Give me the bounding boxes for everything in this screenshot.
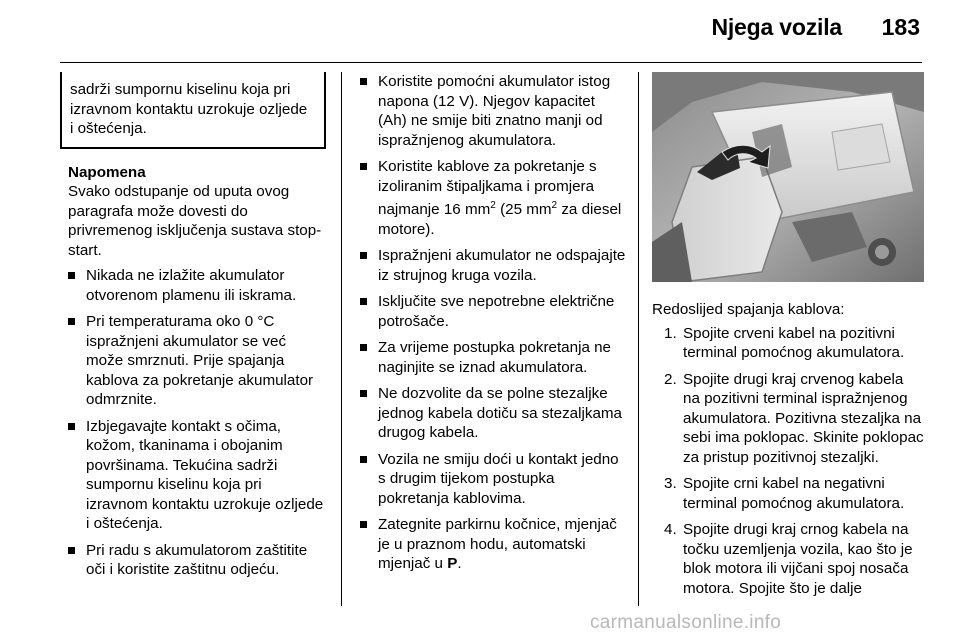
step-text: Spojite crveni kabel na pozitivni terminal pomoćnog akumulatora. [683, 324, 905, 361]
bullet-list [356, 72, 626, 574]
list-item-text: (25 mm [495, 201, 552, 219]
steps-list [652, 324, 924, 599]
column-right [652, 72, 924, 605]
list-item-text: Zategnite parkirnu kočnice, mjenjač je u praznom hodu, automatski mjenjač u [378, 516, 617, 573]
header-rule [60, 62, 922, 63]
page-title: Njega vozila [711, 14, 842, 40]
step-number: 2. [664, 370, 677, 388]
step-number: 4. [664, 521, 677, 538]
list-item: Koristite pomoćni akumulator istog napona (12 V). Njegov kapacitet (Ah) ne smije biti znatno manji od ispražnjenog akumulatora. [360, 72, 626, 150]
list-item: Izbjegavajte kontakt s očima, kožom, tkaninama i obojanim površinama. Tekućina sadrži sumpornu kiselinu koja pri izravnom kontaktu uzrokuje ozljede i oštećenja. [68, 417, 326, 534]
list-item: Ne dozvolite da se polne stezaljke jednog kabela dotiču sa stezaljkama drugog kabela. [360, 384, 626, 443]
step-number: 3. [664, 475, 677, 492]
gear-position: P [447, 555, 458, 573]
list-item: Nikada ne izlažite akumulator otvorenom plamenu ili iskrama. [68, 266, 326, 305]
battery-cover-photo [652, 72, 924, 282]
list-item: Vozila ne smiju doći u kontakt jedno s drugim tijekom postupka pokretanja kablovima. [360, 450, 626, 509]
note-title: Napomena [68, 163, 146, 181]
list-item [652, 520, 924, 598]
list-item: Pri radu s akumulatorom zaštitite oči i koristite zaštitnu odjeću. [68, 541, 326, 580]
list-item [360, 157, 626, 239]
list-item: Za vrijeme postupka pokretanja ne naginjite se iznad akumulatora. [360, 338, 626, 377]
column-middle [356, 72, 626, 581]
bullet-list [60, 266, 326, 580]
page-number: 183 [881, 14, 920, 40]
battery-illustration [652, 72, 924, 282]
list-item: Ispražnjeni akumulator ne odspajajte iz strujnog kruga vozila. [360, 246, 626, 285]
watermark: carmanualsonline.info [590, 612, 782, 633]
column-divider [638, 72, 639, 606]
step-number: 1. [664, 324, 677, 342]
list-item [652, 474, 924, 513]
warning-box [60, 72, 326, 149]
column-divider [341, 72, 342, 606]
column-left [60, 72, 326, 587]
superscript: 2 [551, 200, 558, 211]
warning-text: sadrži sumpornu kiselinu koja pri izravnom kontaktu uzrokuje ozljede i oštećenja. [70, 81, 308, 137]
step-text: Spojite crni kabel na negativni terminal pomoćnog akumulatora. [683, 475, 905, 512]
list-item [652, 370, 924, 468]
list-item [652, 324, 924, 363]
step-text: Spojite drugi kraj crvenog kabela na pozitivni terminal ispražnjenog akumulatora. Pozitivna stezaljka na sebi ima poklopac. Skinite poklopac za pristup pozitivnoj stezaljki. [683, 370, 924, 466]
list-item-text: . [457, 555, 462, 573]
list-item: Isključite sve nepotrebne električne potrošače. [360, 292, 626, 331]
steps-intro: Redoslijed spajanja kablova: [652, 301, 845, 318]
list-item [360, 515, 626, 574]
list-item-text: za diesel motore). [378, 201, 622, 238]
list-item: Pri temperaturama oko 0 °C ispražnjeni akumulator se već može smrznuti. Prije spajanja kablova za pokretanje akumulator odmrznite. [68, 312, 326, 410]
note [68, 163, 326, 261]
step-text: Spojite drugi kraj crnog kabela na točku uzemljenja vozila, kao što je blok motora ili vijčani spoj nosača motora. Spojite što je dalje [683, 521, 913, 597]
superscript: 2 [490, 200, 496, 211]
list-item-text: Koristite kablove za pokretanje s izoliranim štipaljkama i promjera najmanje 16 mm [378, 158, 597, 219]
note-text: Svako odstupanje od uputa ovog paragrafa može dovesti do privremenog isključenja sustava stop-start. [68, 183, 322, 259]
